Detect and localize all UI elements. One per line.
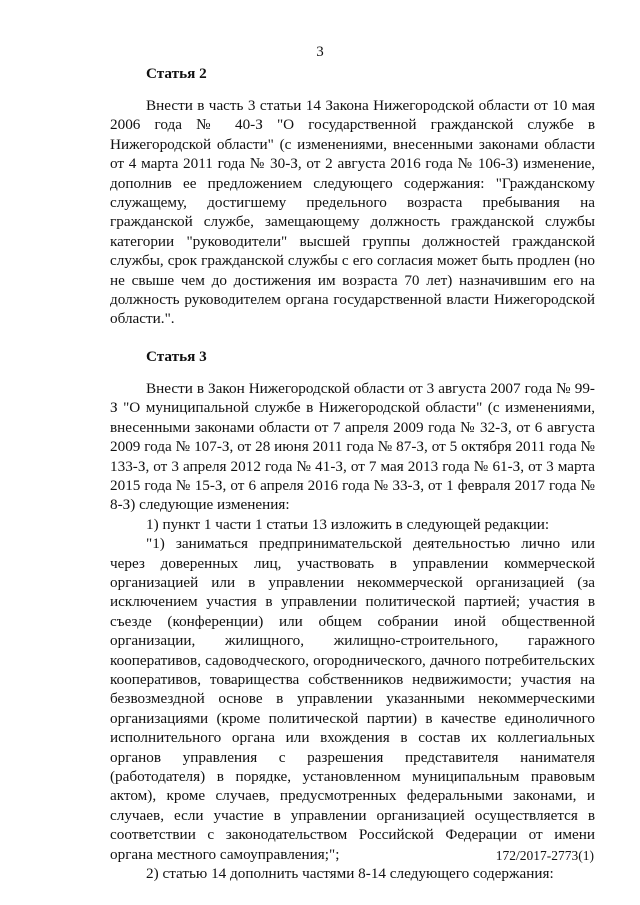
article-2-heading: Статья 2 [146,65,207,82]
page-number: 3 [316,44,324,60]
article-3-intro: Внести в Закон Нижегородской области от 3 августа 2007 года № 99-З "О муниципальной службе в Нижегородской области" (с изменениями, внесенными законами области от 7 апреля 2009 года № 32-З, от 6 августа 2009 года № 107-З, от 28 июня 2011 года № 87-З, от 5 октября 2011 года № 133-З, от 3 апреля 2012 года № 41-З, от 7 мая 2013 года № 61-З, от 3 марта 2015 года № 15-З, от 6 апреля 2016 года № 33-З, от 1 февраля 2017 года № 8-З) следующие изменения: [110,379,595,514]
article-3-item-2: 2) статью 14 дополнить частями 8-14 следующего содержания: [146,865,554,883]
article-3-heading: Статья 3 [146,347,207,365]
article-3-item-1-text: "1) заниматься предпринимательской деятельностью лично или через доверенных лиц, участвовать в управлении коммерческой организацией или в управлении некоммерческой организацией (за исключением участия в управлении политической партией; участия в съезде (конференции) или общем собрании иной общественной организации, жилищного, жилищно-строительного, гаражного кооперативов, садоводческого, огороднического, дачного потребительских кооперативов, товарищества собственников недвижимости; участия на безвозмездной основе в управлении указанными некоммерческими организациями (кроме политической партии) в качестве единоличного исполнительного органа или вхождения в состав их коллегиальных органов управления с разрешения представителя нанимателя (работодателя) в порядке, установленном муниципальным правовым актом), кроме случаев, предусмотренных федеральными законами, и случаев, если участие в управлении организацией осуществляется в соответствии с законодательством Российской Федерации от имени органа местного самоуправления;"; [110,535,595,863]
article-2-text: Внести в часть 3 статьи 14 Закона Нижегородской области от 10 мая 2006 года № 40-З "О государственной гражданской службе в Нижегородской области" (с изменениями, внесенными законами области от 4 марта 2011 года № 30-З, от 2 августа 2016 года № 106-З) изменение, дополнив ее предложением следующего содержания: "Гражданскому служащему, достигшему предельного возраста пребывания на гражданской службе, замещающему должность гражданской службы категории "руководители" высшей группы должностей гражданской службы, срок гражданской службы с его согласия может быть продлен (но не свыше чем до достижения им возраста 70 лет) назначившим его на должность руководителем органа государственной власти Нижегородской области.". [110,97,595,328]
document-body [110,62,595,883]
document-code: 172/2017-2773(1) [495,848,594,863]
article-3-item-1: 1) пункт 1 части 1 статьи 13 изложить в следующей редакции: [146,515,550,533]
